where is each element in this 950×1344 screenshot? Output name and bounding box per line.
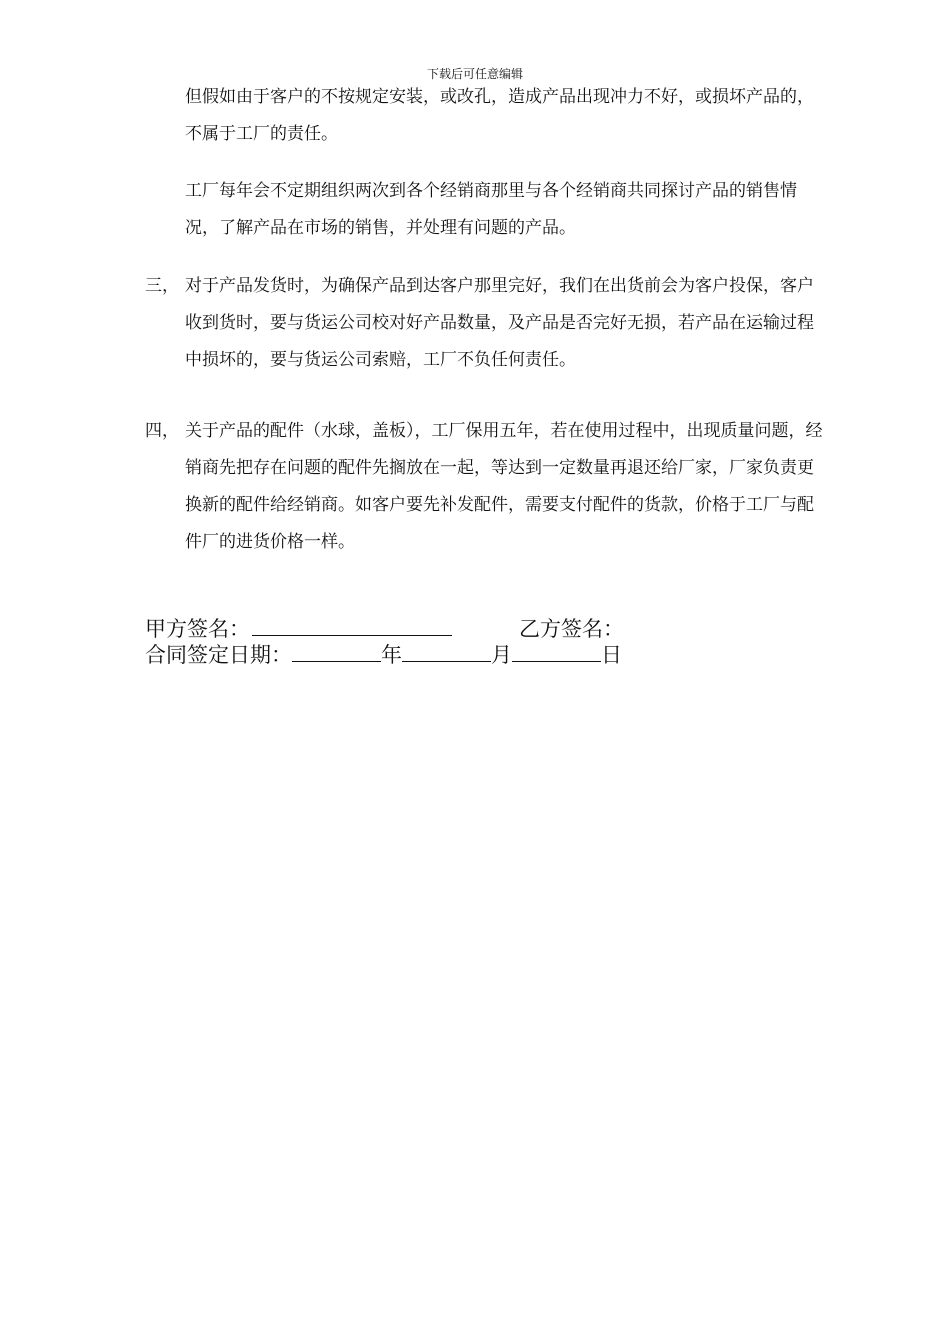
party-b-label: 乙方签名： xyxy=(519,617,624,641)
date-row xyxy=(145,642,622,668)
party-a-label: 甲方签名： xyxy=(145,617,250,641)
month-field[interactable] xyxy=(402,643,491,662)
party-a-signature-field[interactable] xyxy=(252,617,452,636)
clause-number: 四， xyxy=(145,421,179,441)
year-field[interactable] xyxy=(292,643,381,662)
month-label: 月 xyxy=(491,643,512,667)
day-label: 日 xyxy=(601,643,622,667)
year-label: 年 xyxy=(381,643,402,667)
paragraph-installation-liability: 但假如由于客户的不按规定安装，或改孔，造成产品出现冲力不好，或损坏产品的，不属于工厂的责任。 xyxy=(185,87,814,144)
header-note: 下载后可任意编辑 xyxy=(426,67,523,81)
clause-three xyxy=(145,268,825,379)
clause-text: 关于产品的配件（水球，盖板），工厂保用五年，若在使用过程中，出现质量问题，经销商先把存在问题的配件先搁放在一起，等达到一定数量再退还给厂家，厂家负责更换新的配件给经销商。如客户要先补发配件，需要支付配件的货款，价格于工厂与配件厂的进货价格一样。 xyxy=(185,421,823,552)
clause-four xyxy=(145,413,825,561)
clause-number: 三， xyxy=(145,276,179,296)
clause-text: 对于产品发货时，为确保产品到达客户那里完好，我们在出货前会为客户投保，客户收到货时，要与货运公司校对好产品数量，及产品是否完好无损，若产品在运输过程中损坏的，要与货运公司索赔，工厂不负任何责任。 xyxy=(185,276,814,370)
signature-row xyxy=(145,616,624,642)
paragraph-dealer-visits: 工厂每年会不定期组织两次到各个经销商那里与各个经销商共同探讨产品的销售情况，了解产品在市场的销售，并处理有问题的产品。 xyxy=(185,181,797,238)
day-field[interactable] xyxy=(512,643,601,662)
date-label: 合同签定日期： xyxy=(145,643,292,667)
